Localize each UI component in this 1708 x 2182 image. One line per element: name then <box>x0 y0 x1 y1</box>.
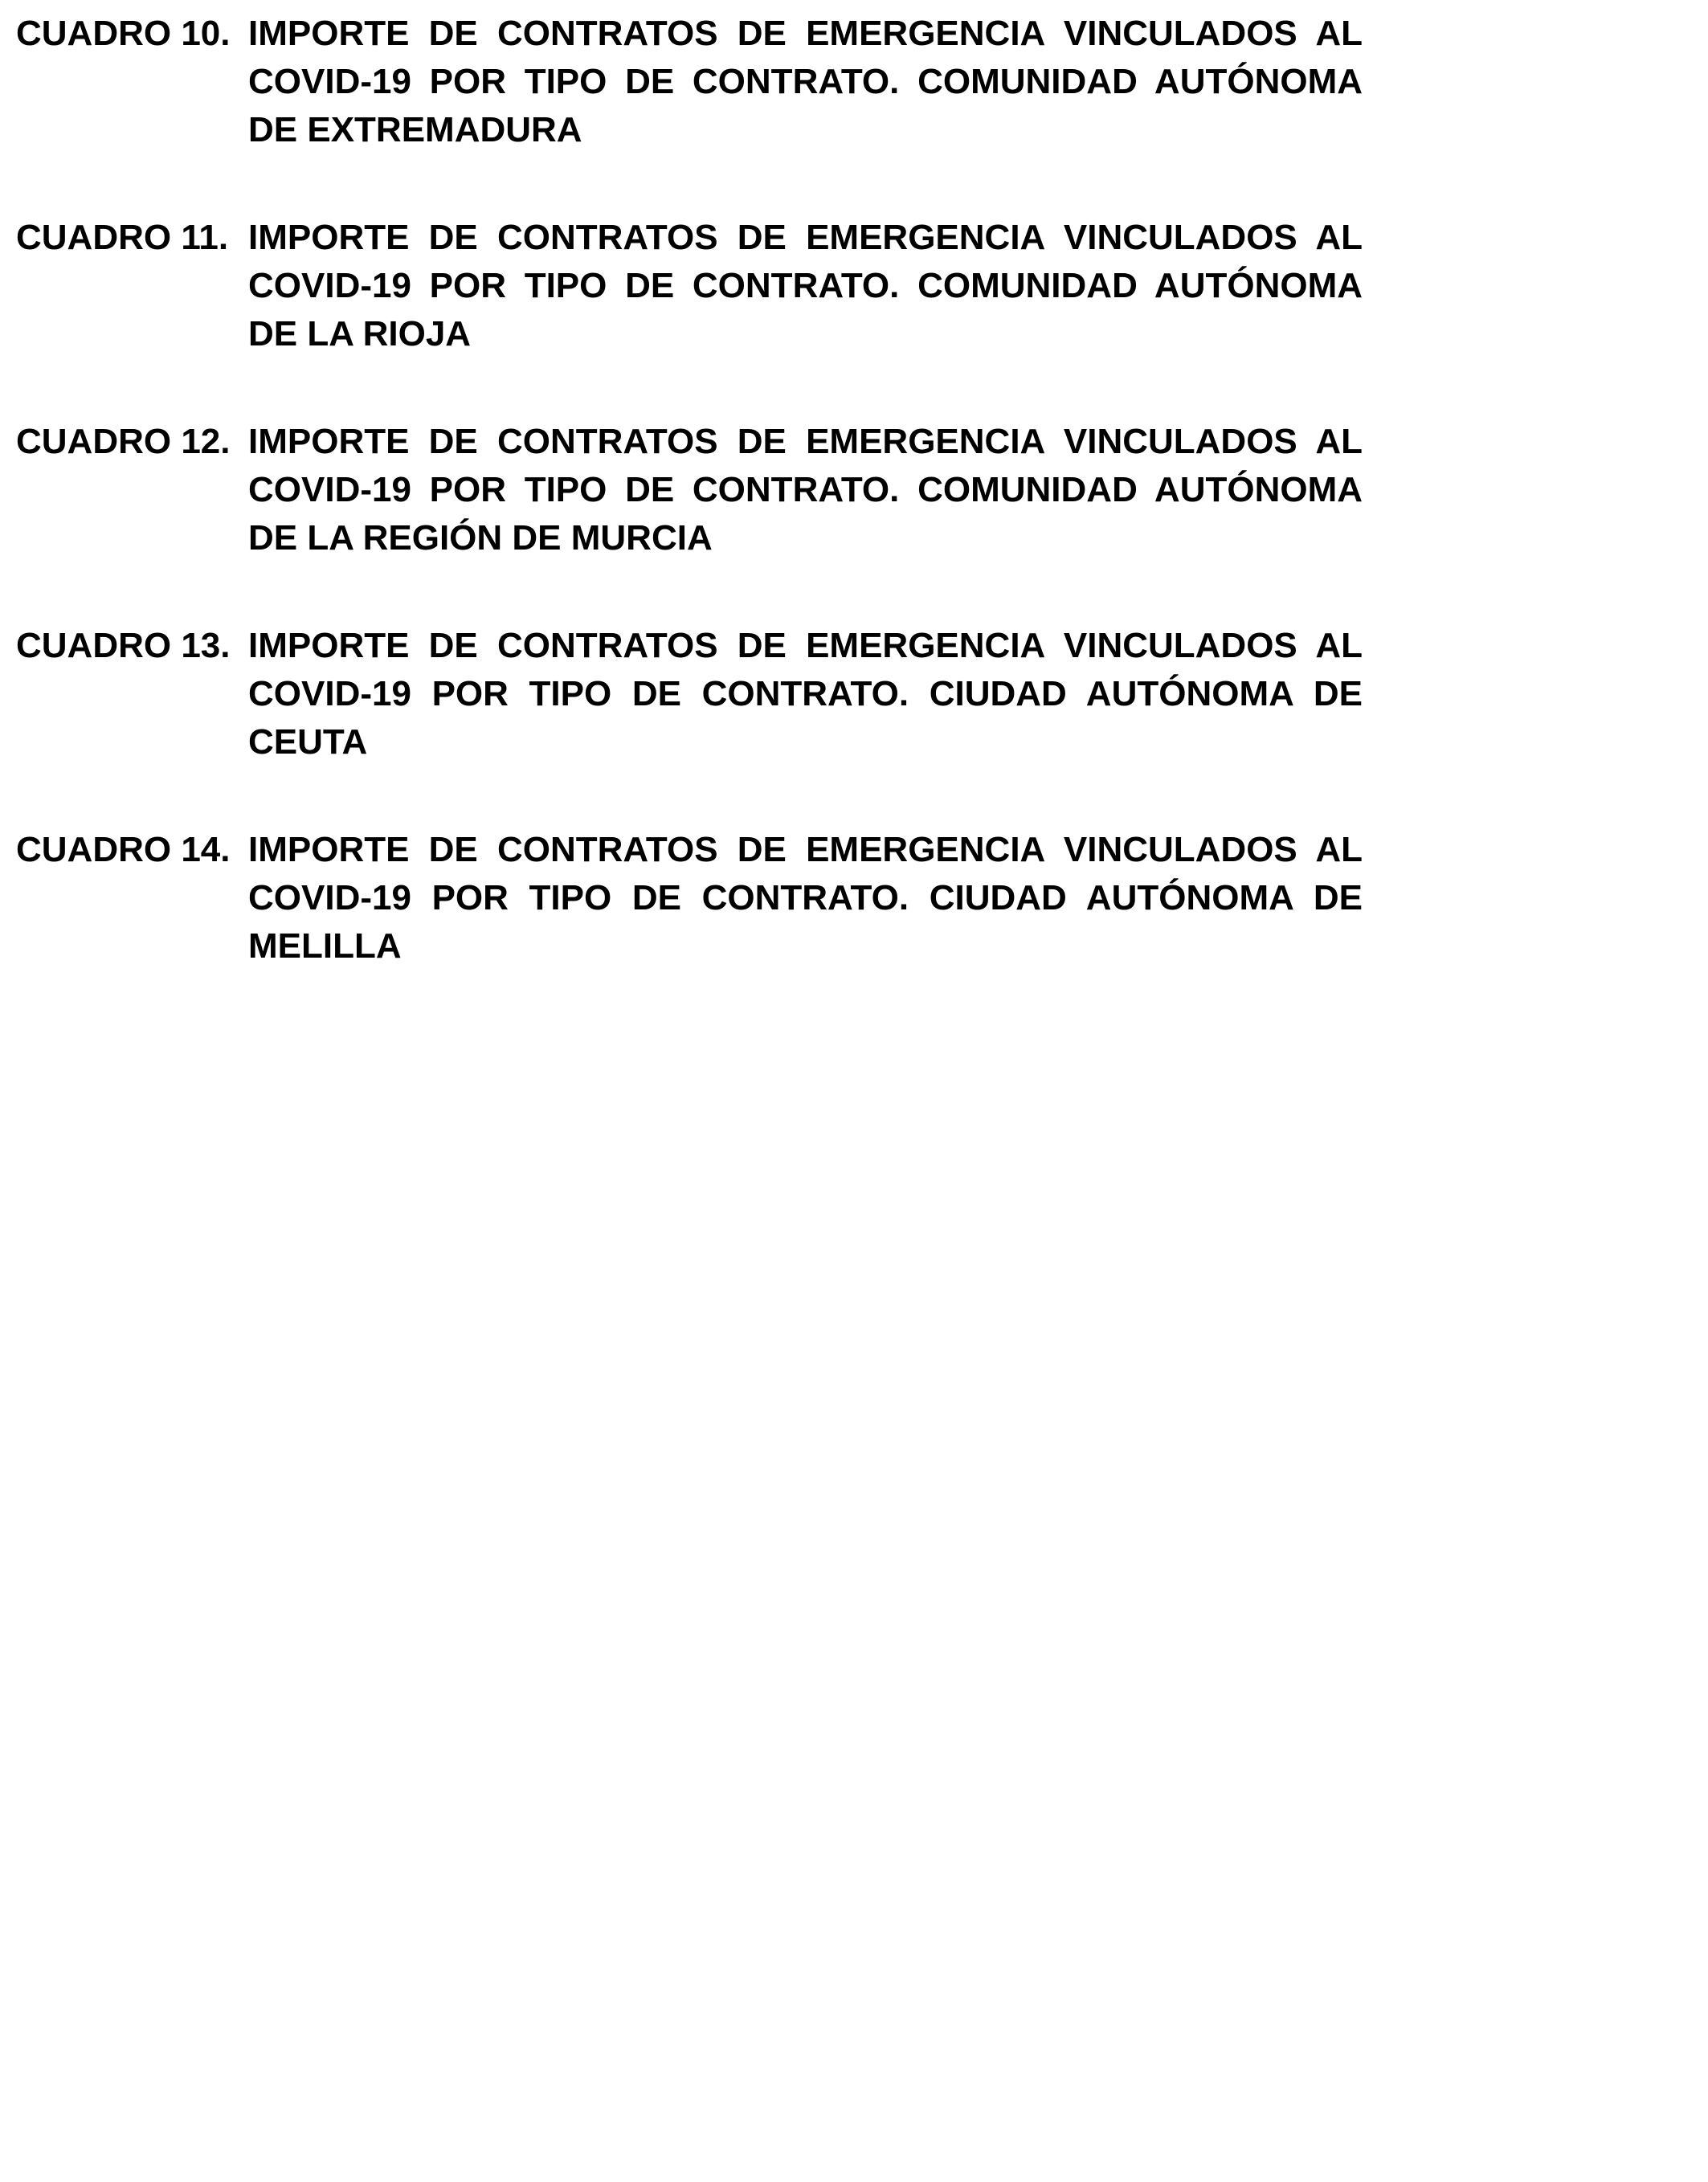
list-item-cuadro-14 <box>16 826 1363 1030</box>
entry-title: IMPORTE DE CONTRATOS DE EMERGENCIA VINCULADOS AL COVID-19 POR TIPO DE CONTRATO. CIUDAD AUTÓNOMA DE CEUTA <box>248 626 1363 762</box>
entry-label: CUADRO 10. <box>16 14 231 53</box>
table-of-contents <box>16 10 1363 1030</box>
entry-label: CUADRO 13. <box>16 626 231 665</box>
entry-label: CUADRO 12. <box>16 422 231 461</box>
list-item-cuadro-13 <box>16 622 1363 826</box>
list-item-cuadro-10 <box>16 10 1363 214</box>
entry-title: IMPORTE DE CONTRATOS DE EMERGENCIA VINCULADOS AL COVID-19 POR TIPO DE CONTRATO. COMUNIDAD AUTÓNOMA DE LA RIOJA <box>248 218 1363 353</box>
entry-title: IMPORTE DE CONTRATOS DE EMERGENCIA VINCULADOS AL COVID-19 POR TIPO DE CONTRATO. COMUNIDAD AUTÓNOMA DE EXTREMADURA <box>248 14 1363 149</box>
list-item-cuadro-12 <box>16 418 1363 622</box>
entry-label: CUADRO 11. <box>16 218 229 257</box>
list-item-cuadro-11 <box>16 214 1363 418</box>
entry-label: CUADRO 14. <box>16 830 231 869</box>
entry-title: IMPORTE DE CONTRATOS DE EMERGENCIA VINCULADOS AL COVID-19 POR TIPO DE CONTRATO. COMUNIDAD AUTÓNOMA DE LA REGIÓN DE MURCIA <box>248 422 1363 558</box>
entry-title: IMPORTE DE CONTRATOS DE EMERGENCIA VINCULADOS AL COVID-19 POR TIPO DE CONTRATO. CIUDAD AUTÓNOMA DE MELILLA <box>248 830 1363 966</box>
